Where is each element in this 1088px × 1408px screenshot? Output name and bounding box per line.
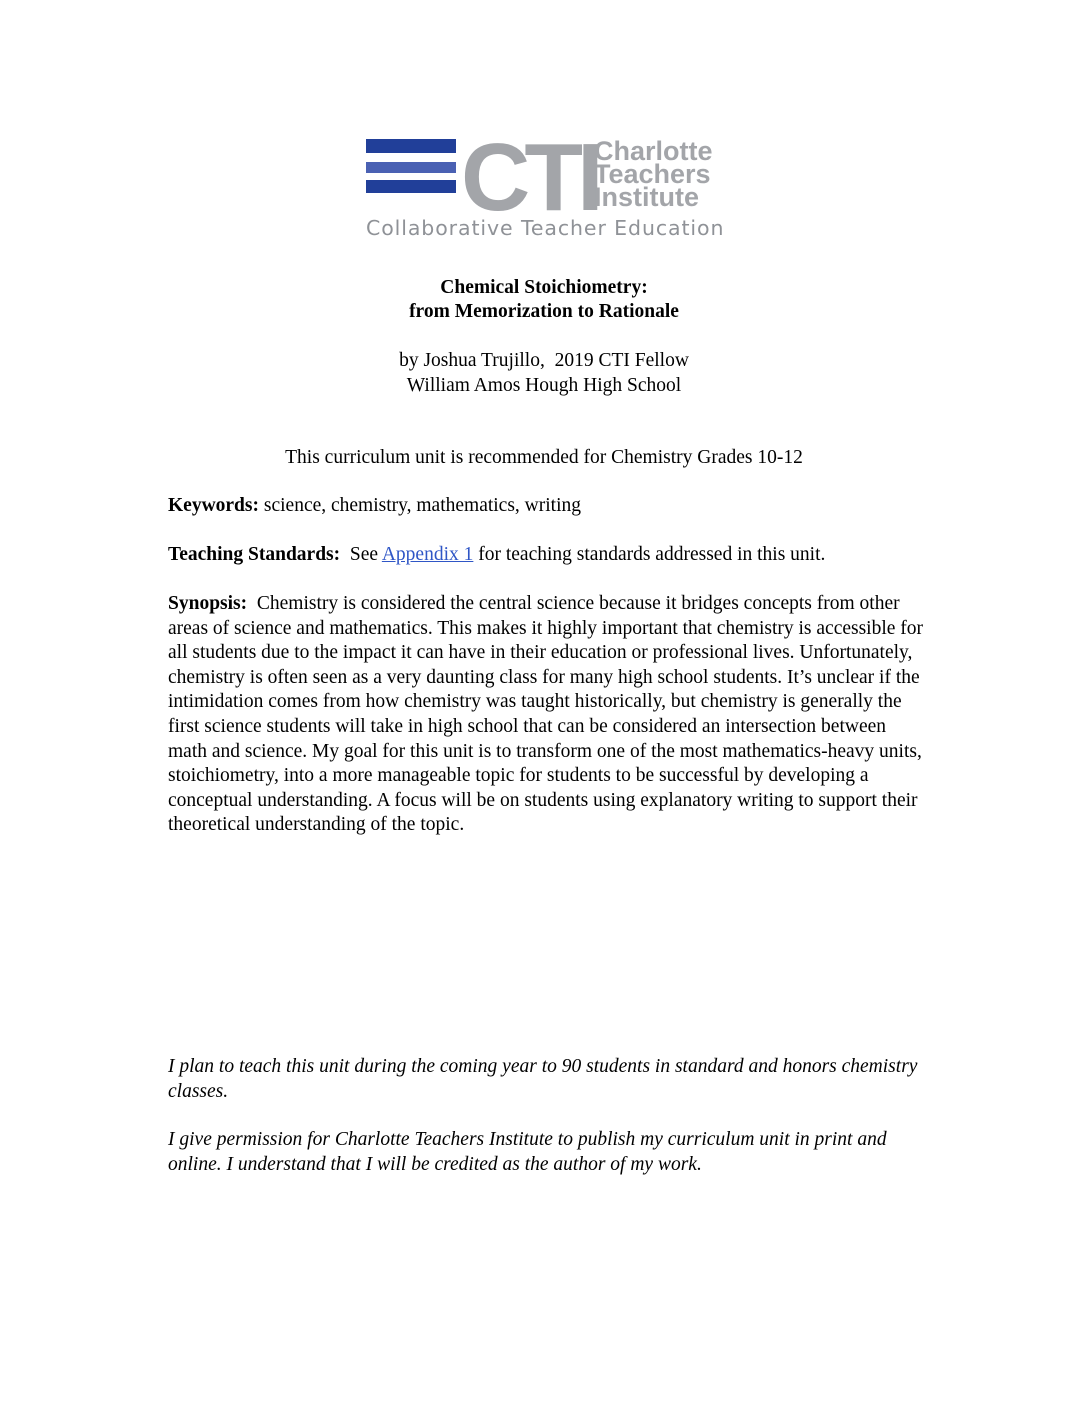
appendix-1-link[interactable]: Appendix 1: [381, 544, 474, 565]
logo-name-line-1: Charlotte: [594, 136, 713, 166]
synopsis-paragraph: [168, 592, 928, 838]
keywords-paragraph: [168, 494, 928, 519]
logo-name-line-3: Institute: [594, 182, 699, 212]
logo-bar-top: [366, 139, 456, 153]
teaching-standards-post: for teaching standards addressed in this unit.: [473, 544, 826, 565]
logo-tagline: Collaborative Teacher Education: [366, 216, 725, 240]
grade-recommendation: This curriculum unit is recommended for Chemistry Grades 10-12: [285, 447, 803, 468]
teaching-standards-pre: See: [340, 544, 382, 565]
logo-acronym: CTI: [461, 136, 598, 216]
author-byline: [0, 348, 1088, 398]
keywords-text: science, chemistry, mathematics, writing: [259, 495, 582, 516]
synopsis-label: Synopsis:: [168, 593, 248, 614]
permission-statement: I give permission for Charlotte Teachers Institute to publish my curriculum unit in print and online. I understand that I will be credited as the author of my work.: [168, 1129, 887, 1175]
cti-logo: [366, 136, 726, 246]
keywords-label: Keywords:: [168, 495, 259, 516]
cti-logo-mark: [366, 136, 726, 216]
title-line-2: from Memorization to Rationale: [409, 301, 679, 322]
teaching-standards-label: Teaching Standards:: [168, 544, 341, 565]
plan-statement: I plan to teach this unit during the coming year to 90 students in standard and honors chemistry classes.: [168, 1056, 918, 1102]
logo-bar-bottom: [366, 180, 456, 193]
author-line: by Joshua Trujillo, 2019 CTI Fellow: [399, 350, 689, 371]
school-line: William Amos Hough High School: [406, 375, 682, 396]
logo-name-line-2: Teachers: [594, 159, 711, 189]
logo-bar-middle: [366, 162, 456, 173]
teaching-standards-paragraph: [168, 543, 928, 568]
synopsis-text: Chemistry is considered the central science because it bridges concepts from other areas of science and mathematics. This makes it highly important that chemistry is accessible for all students due to the impact it can have in their education or professional lives. Unfortunately, chemistry is often seen as a very daunting class for many high school students. It’s unclear if the intimidation comes from how chemistry was taught historically, but chemistry is generally the first science students will take in high school that can be considered an intersection between math and science. My goal for this unit is to transform one of the most mathematics-heavy units, stoichiometry, into a more manageable topic for students to be successful by developing a conceptual understanding. A focus will be on students using explanatory writing to support their theoretical understanding of the topic.: [168, 593, 928, 836]
title-line-1: Chemical Stoichiometry:: [440, 277, 648, 298]
unit-title: [0, 276, 1088, 324]
